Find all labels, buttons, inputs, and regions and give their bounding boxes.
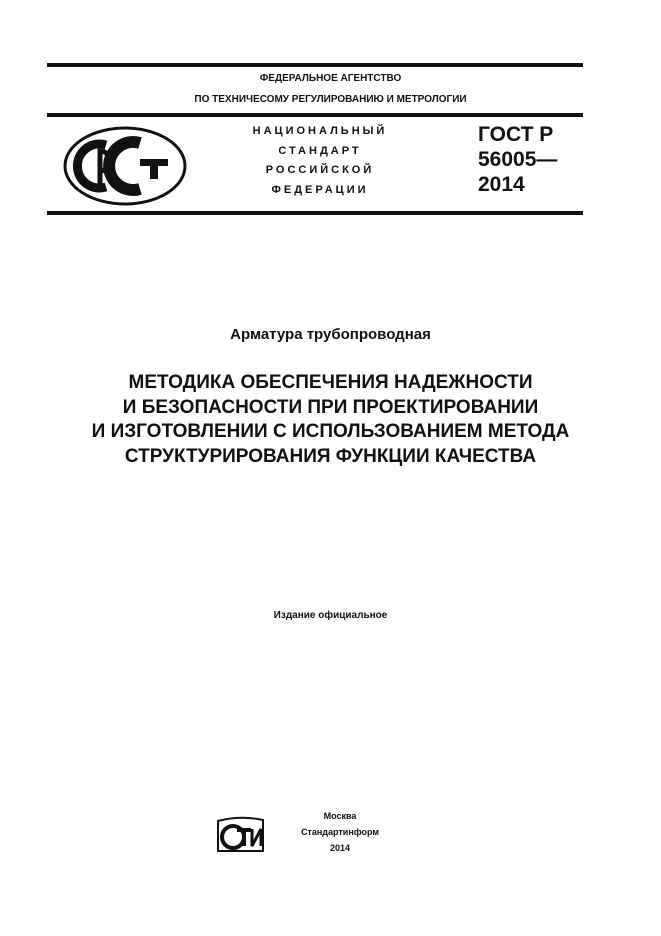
ns-line: НАЦИОНАЛЬНЫЙ xyxy=(252,125,388,137)
title-line: МЕТОДИКА ОБЕСПЕЧЕНИЯ НАДЕЖНОСТИ xyxy=(128,372,533,393)
publisher: Стандартинформ xyxy=(300,827,380,837)
divider xyxy=(47,113,583,117)
agency-name xyxy=(0,68,661,110)
rst-logo xyxy=(62,125,188,207)
document-title xyxy=(0,371,661,469)
agency-line: ПО ТЕХНИЧЕСОМУ РЕГУЛИРОВАНИЮ И МЕТРОЛОГИИ xyxy=(194,94,467,105)
title-line: И БЕЗОПАСНОСТИ ПРИ ПРОЕКТИРОВАНИИ xyxy=(122,396,539,418)
gost-line: 2014 xyxy=(478,173,525,196)
gost-line: ГОСТ Р xyxy=(478,123,554,146)
publisher-info xyxy=(290,808,390,856)
subtitle: Арматура трубопроводная xyxy=(230,326,431,343)
ns-line: СТАНДАРТ xyxy=(278,144,362,157)
standartinform-logo xyxy=(215,815,267,855)
divider xyxy=(47,211,583,215)
city: Москва xyxy=(323,811,357,821)
title-line: СТРУКТУРИРОВАНИЯ ФУНКЦИИ КАЧЕСТВА xyxy=(124,445,537,467)
edition-label: Издание официальное xyxy=(273,610,388,621)
gost-number xyxy=(478,122,557,197)
ns-line: ФЕДЕРАЦИИ xyxy=(271,183,369,196)
title-line: И ИЗГОТОВЛЕНИИ С ИСПОЛЬЗОВАНИЕМ МЕТОДА xyxy=(91,421,570,442)
ns-line: РОССИЙСКОЙ xyxy=(265,164,375,176)
year: 2014 xyxy=(329,843,351,853)
national-standard-label xyxy=(235,122,405,200)
gost-line: 56005— xyxy=(478,148,558,171)
divider xyxy=(47,63,583,67)
agency-line: ФЕДЕРАЛЬНОЕ АГЕНТСТВО xyxy=(259,73,402,84)
